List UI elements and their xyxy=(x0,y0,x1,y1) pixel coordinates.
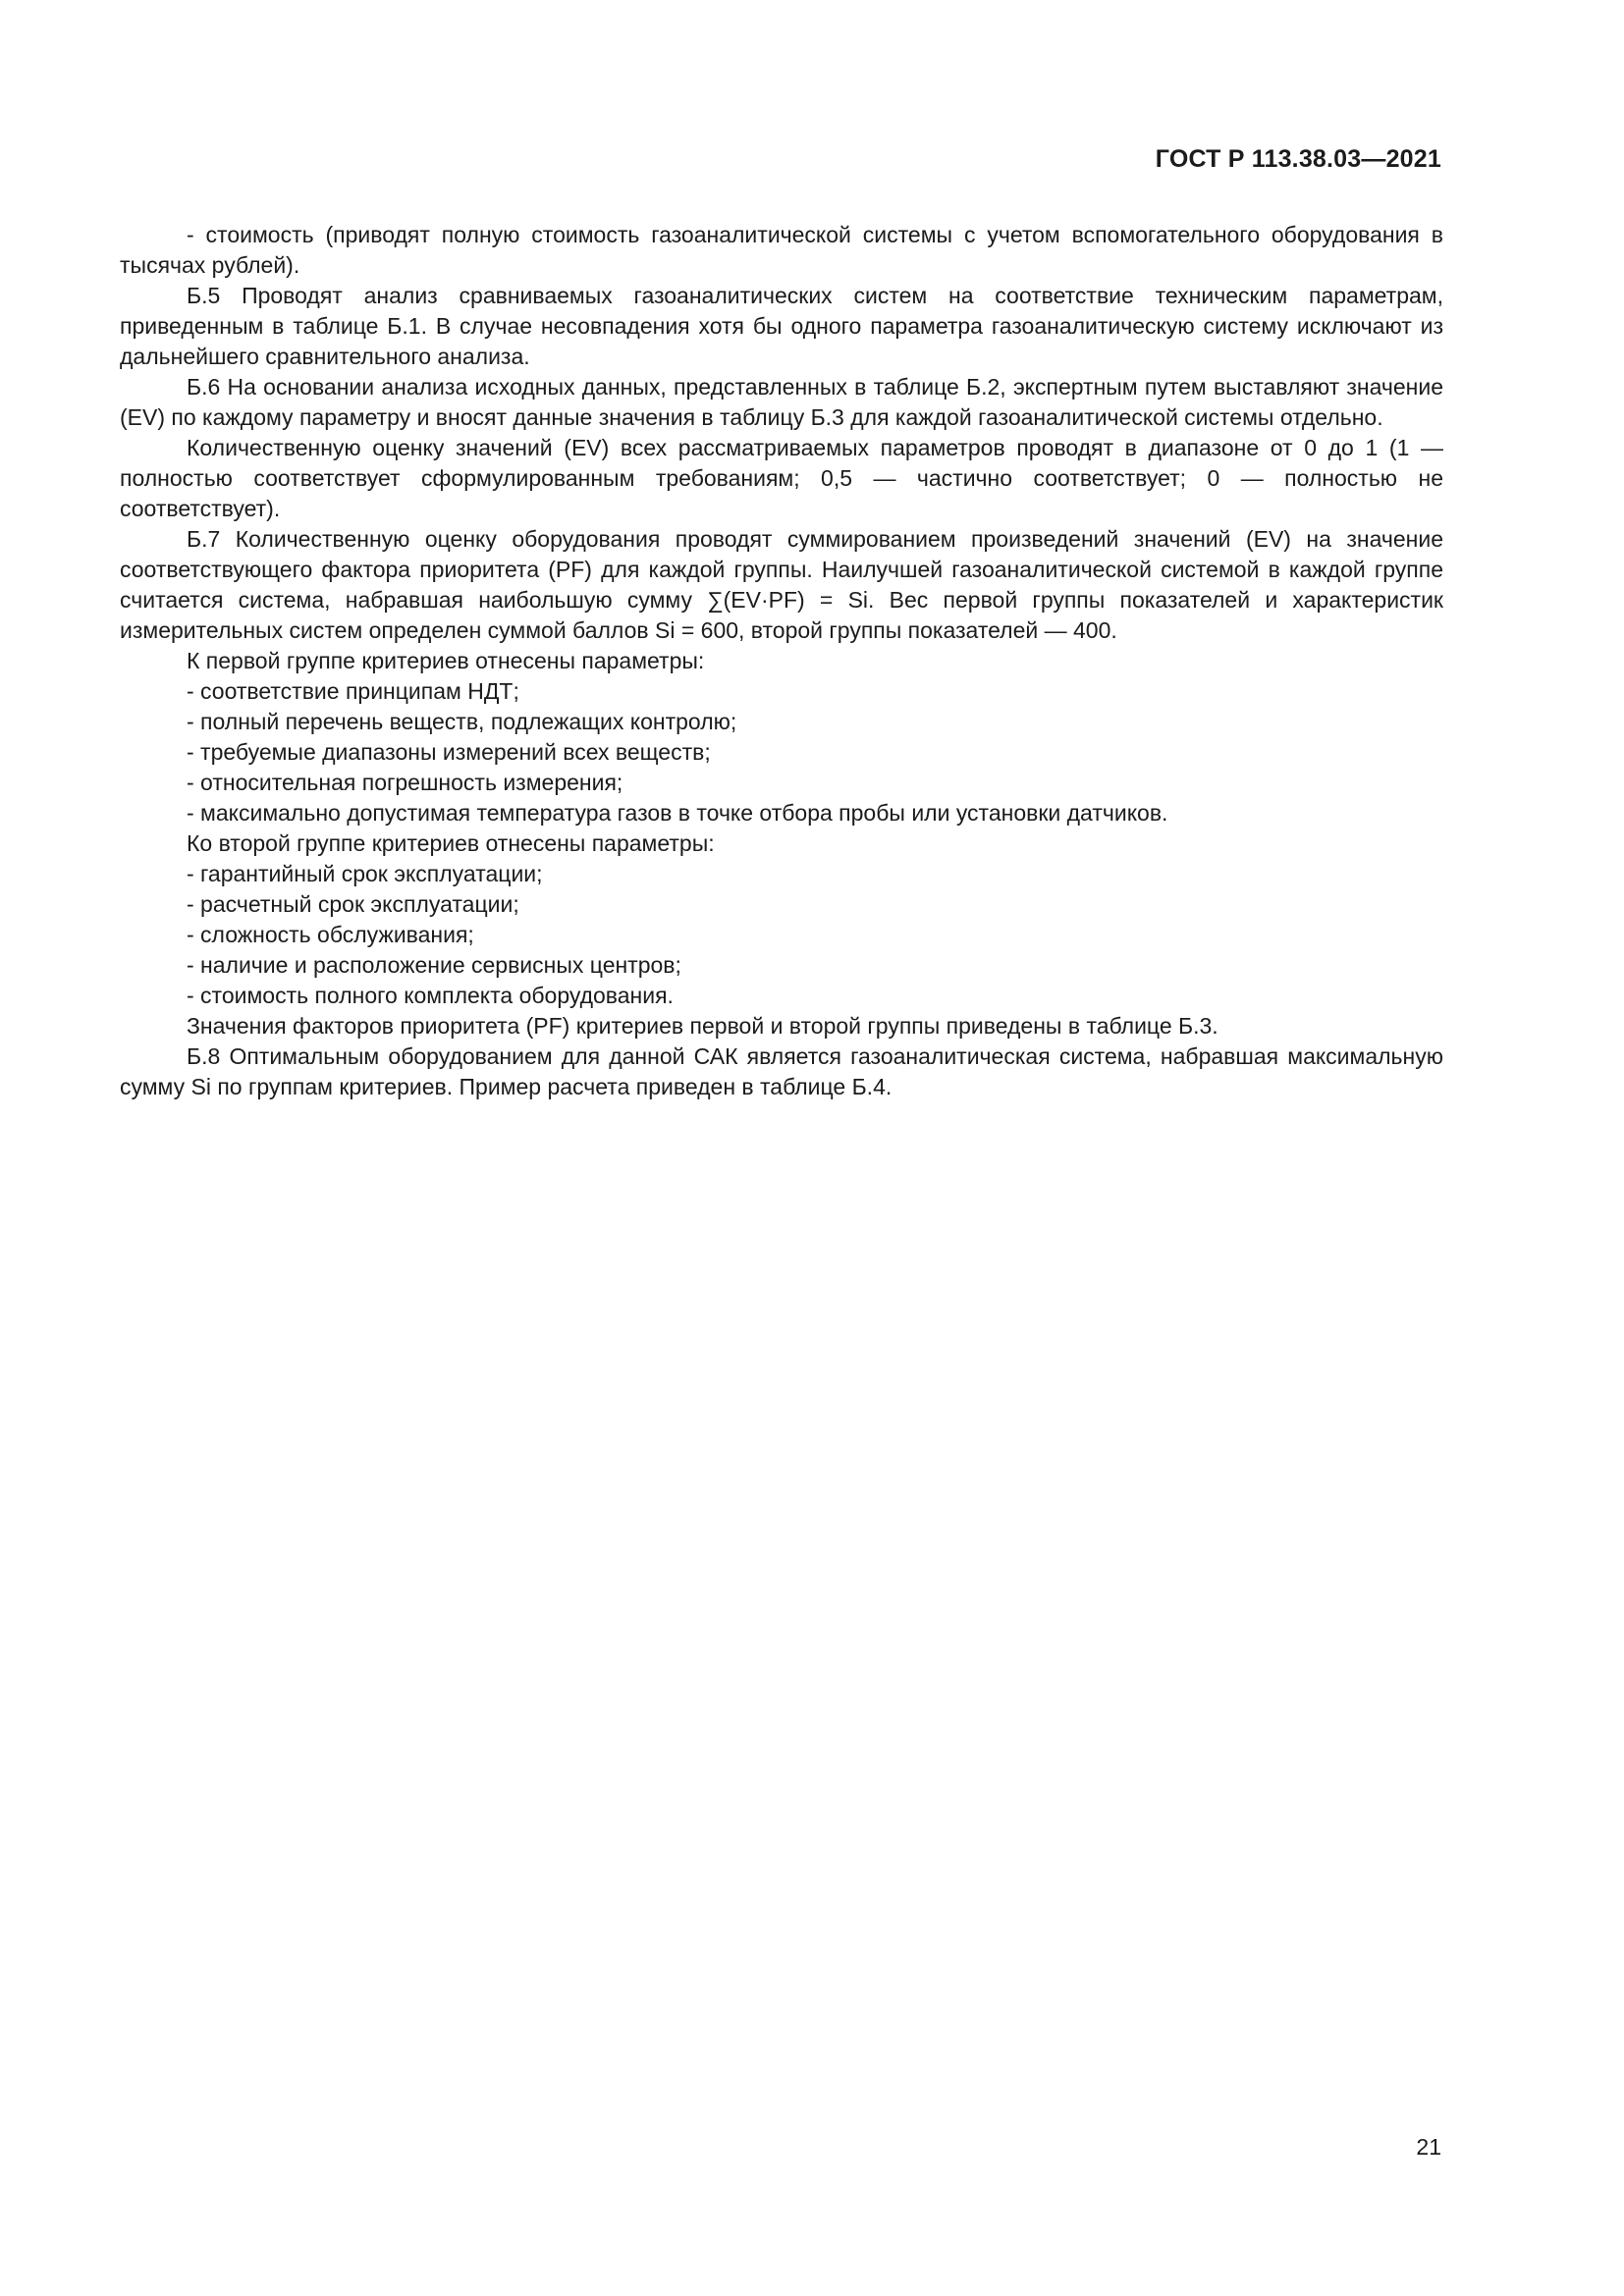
paragraph-group2-intro: Ко второй группе критериев отнесены параметры: xyxy=(187,830,715,856)
paragraph-b8: Б.8 Оптимальным оборудованием для данной САК является газоаналитическая система, набравшая максимальную сумму Si по группам критериев. Пример расчета приведен в таблице Б.4. xyxy=(120,1043,1443,1099)
list-item-group2: - расчетный срок эксплуатации; xyxy=(187,891,519,917)
list-item-group2: - стоимость полного комплекта оборудования. xyxy=(187,983,674,1008)
document-code-header: ГОСТ Р 113.38.03—2021 xyxy=(1155,145,1441,173)
paragraph-cost-item: - стоимость (приводят полную стоимость газоаналитической системы с учетом вспомогательного оборудования в тысячах рублей). xyxy=(120,222,1443,278)
list-item-group2: - сложность обслуживания; xyxy=(187,922,474,947)
list-item-group1: - требуемые диапазоны измерений всех веществ; xyxy=(187,739,711,765)
list-item-group1: - полный перечень веществ, подлежащих контролю; xyxy=(187,709,737,734)
list-item-group2: - гарантийный срок эксплуатации; xyxy=(187,861,543,886)
paragraph-b5: Б.5 Проводят анализ сравниваемых газоаналитических систем на соответствие техническим параметрам, приведенным в таблице Б.1. В случае несовпадения хотя бы одного параметра газоаналитическую систему исключают из дальнейшего сравнительного анализа. xyxy=(120,283,1443,369)
page-number: 21 xyxy=(1416,2134,1441,2160)
list-item-group2: - наличие и расположение сервисных центров; xyxy=(187,952,681,978)
list-item-group1: - соответствие принципам НДТ; xyxy=(187,678,519,704)
paragraph-b6: Б.6 На основании анализа исходных данных, представленных в таблице Б.2, экспертным путем выставляют значение (EV) по каждому параметру и вносят данные значения в таблицу Б.3 для каждой газоаналитической системы отдельно. xyxy=(120,374,1443,430)
paragraph-b7: Б.7 Количественную оценку оборудования проводят суммированием произведений значений (EV) на значение соответствующего фактора приоритета (PF) для каждой группы. Наилучшей газоаналитической системой в каждой группе считается система, набравшая наибольшую сумму ∑(EV·PF) = Si. Вес первой группы показателей и характеристик измерительных систем определен суммой баллов Si = 600, второй группы показателей — 400. xyxy=(120,526,1443,643)
paragraph-pf-values: Значения факторов приоритета (PF) критериев первой и второй группы приведены в таблице Б.3. xyxy=(187,1013,1218,1039)
paragraph-group1-intro: К первой группе критериев отнесены параметры: xyxy=(187,648,705,673)
list-item-group1: - относительная погрешность измерения; xyxy=(187,770,623,795)
list-item-group1: - максимально допустимая температура газов в точке отбора пробы или установки датчиков. xyxy=(187,800,1168,826)
paragraph-ev-range: Количественную оценку значений (EV) всех рассматриваемых параметров проводят в диапазоне от 0 до 1 (1 — полностью соответствует сформулированным требованиям; 0,5 — частично соответствует; 0 — полностью не соответствует). xyxy=(120,435,1443,521)
document-body xyxy=(120,220,1443,1102)
